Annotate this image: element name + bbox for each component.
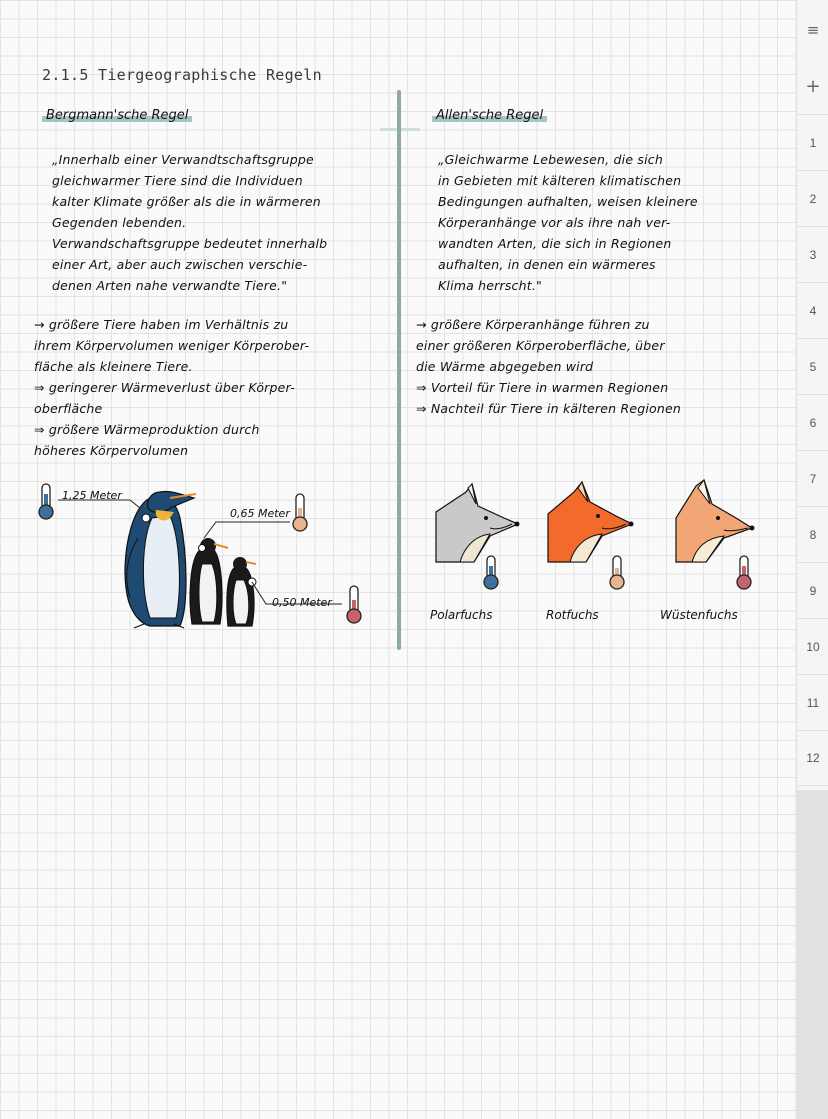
bergmann-heading-text: Bergmann'sche Regel [42,108,192,123]
label-small: 0,50 Meter [272,596,332,609]
thermometer-warm-light-icon [610,556,624,589]
section-title: 2.1.5 Tiergeographische Regeln [42,66,322,84]
page-thumb-3[interactable]: 3 [797,226,828,282]
page-thumb-9[interactable]: 9 [797,562,828,618]
page-thumb-6[interactable]: 6 [797,394,828,450]
bergmann-heading [42,108,192,123]
red-fox-icon [548,482,634,562]
page-thumb-10[interactable]: 10 [797,618,828,674]
page-thumb-2[interactable]: 2 [797,170,828,226]
species-rotfuchs: Rotfuchs [546,608,599,622]
desert-fox-icon [676,480,755,562]
add-page-icon[interactable]: + [805,75,821,97]
allen-bullets: → größere Körperanhänge führen zu einer größeren Körperoberfläche, über die Wärme abgegeben wird ⇒ Vorteil für Tiere in warmen Regionen ⇒ Nachteil für Tiere in kälteren Regionen [416,317,682,416]
page-thumb-4[interactable]: 4 [797,282,828,338]
king-penguin-icon [125,491,196,628]
allen-heading-text: Allen'sche Regel [432,108,547,123]
thermometer-cold-icon [39,484,53,519]
small-penguin-icon [227,557,256,626]
medium-penguin-icon [190,538,228,624]
sidebar-empty-area [797,790,828,1119]
page-thumb-12[interactable]: 12 [797,730,828,786]
bergmann-quote: „Innerhalb einer Verwandtschaftsgruppe gleichwarmer Tiere sind die Individuen kalter Klimate größer als die in wärmeren Gegenden lebenden. Verwandschaftsgruppe bedeutet innerhalb einer Art, aber auch zwischen verschie- denen Arten nahe verwandte Tiere." [52,152,328,293]
column-divider [397,90,401,650]
page-thumb-8[interactable]: 8 [797,506,828,562]
allen-quote: „Gleichwarme Lebewesen, die sich in Gebieten mit kälteren klimatischen Bedingungen aufhalten, weisen kleinere Körperanhänge vor als ihre nah ver- wandten Arten, die sich in Regionen aufhalten, in denen ein wärmeres Klima herrscht." [438,152,698,293]
species-wuestenfuchs: Wüstenfuchs [660,608,738,622]
page-thumb-7[interactable]: 7 [797,450,828,506]
fox-illustration [430,478,770,598]
label-medium: 0,65 Meter [230,507,290,520]
page-thumb-11[interactable]: 11 [797,674,828,730]
thermometer-warm-light-icon [293,494,307,531]
thermometer-warm-dark-icon [737,556,751,589]
species-polarfuchs: Polarfuchs [430,608,493,622]
penguin-illustration [30,478,370,638]
page-thumb-1[interactable]: 1 [797,114,828,170]
page-sidebar [796,0,828,1119]
label-large: 1,25 Meter [62,489,122,502]
thermometer-cold-icon [484,556,498,589]
page-thumb-5[interactable]: 5 [797,338,828,394]
menu-icon[interactable]: ≡ [806,21,820,39]
bergmann-bullets: → größere Tiere haben im Verhältnis zu ihrem Körpervolumen weniger Körperober- fläche als kleinere Tiere. ⇒ geringerer Wärmeverlust über Körper- oberfläche ⇒ größere Wärmeproduktion durch höheres Körpervolumen [34,317,310,458]
thermometer-warm-dark-icon [347,586,361,623]
allen-heading [432,108,547,123]
arctic-fox-icon [436,484,520,562]
